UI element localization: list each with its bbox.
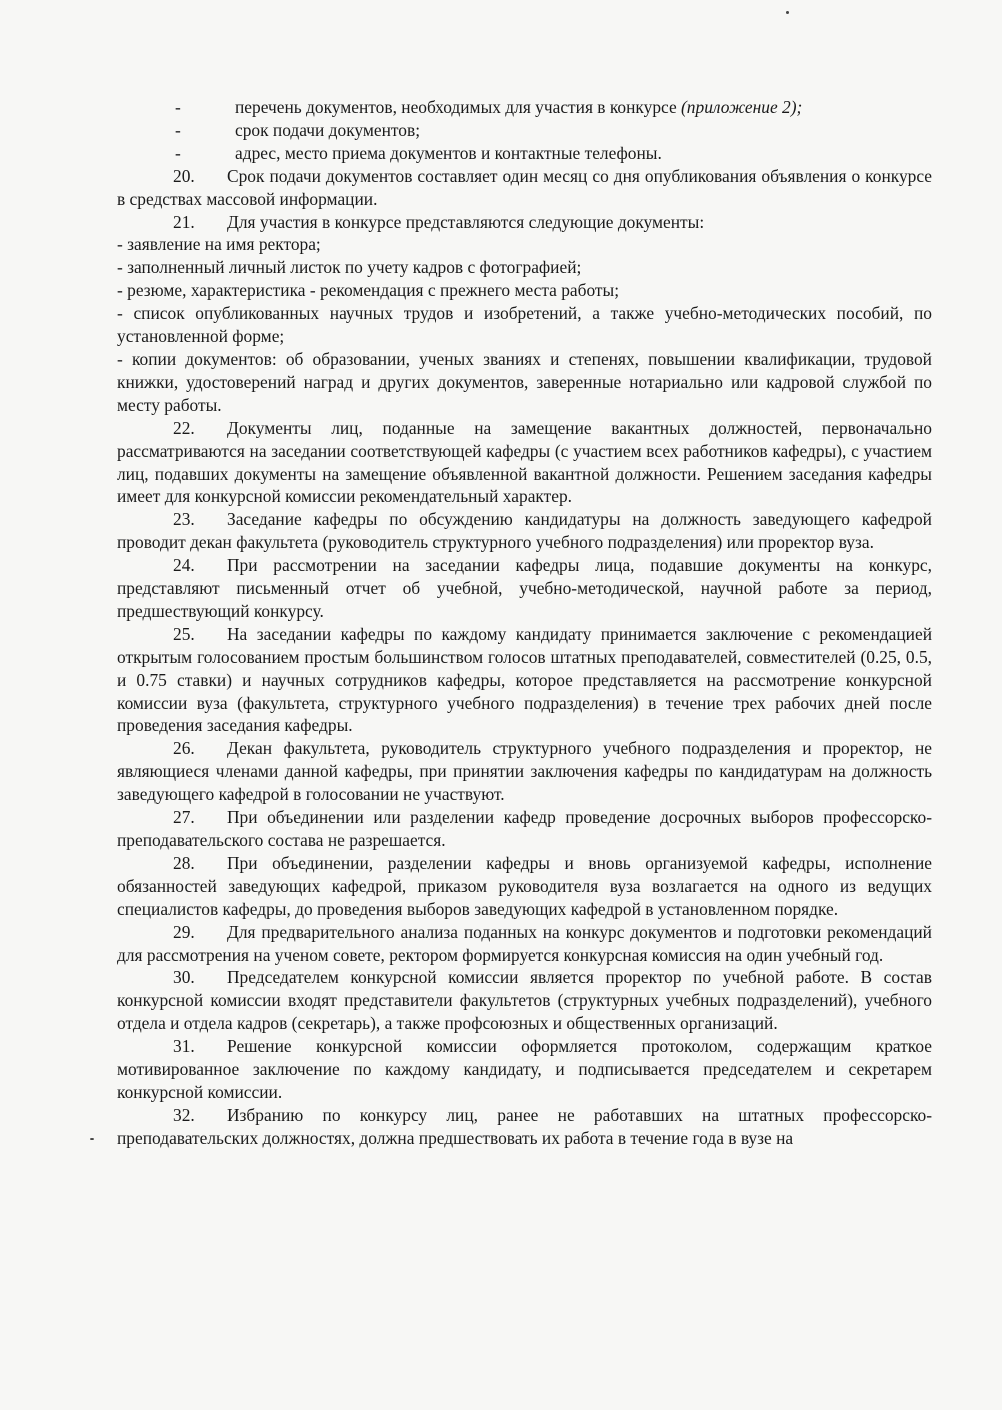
bullet-item: - список опубликованных научных трудов и изобретений, а также учебно-методических пособий, по установленной форме;: [117, 303, 932, 347]
paragraph-29: [117, 921, 932, 967]
list-item-text: адрес, место приема документов и контактные телефоны.: [235, 142, 662, 163]
paragraph-30: [117, 966, 932, 1035]
list-item: [117, 96, 932, 119]
list-item: [117, 119, 932, 142]
paragraph-number: 29.: [173, 921, 195, 942]
paragraph-text: Для предварительного анализа поданных на конкурс документов и подготовки рекомендаций для рассмотрения на ученом совете, ректором формируется конкурсная комиссия на один учебный год.: [117, 921, 932, 965]
paragraph-23: [117, 508, 932, 554]
dash-marker: -: [175, 119, 181, 140]
bullet-item: - копии документов: об образовании, ученых званиях и степенях, повышении квалификации, трудовой книжки, удостоверений наград и других документов, заверенные нотариально или кадровой службой по месту работы.: [117, 348, 932, 415]
paragraph-text: При объединении или разделении кафедр проведение досрочных выборов профессорско-преподавательского состава не разрешается.: [117, 807, 932, 850]
paragraph-number: 30.: [173, 967, 195, 988]
paragraph-22: [117, 417, 932, 509]
paragraph-text: Документы лиц, поданные на замещение вакантных должностей, первоначально рассматриваются на заседании соответствующей кафедры (с участием всех работников кафедры), с участием лиц, подавших документы на замещение объявленной вакантной должности. Решением заседания кафедры имеет для конкурсной комиссии рекомендательный характер.: [117, 417, 932, 507]
paragraph-20: [117, 165, 932, 211]
paragraph-number: 20.: [173, 165, 195, 186]
list-item-main: перечень документов, необходимых для участия в конкурсе: [235, 97, 682, 117]
paragraph-text: Для участия в конкурсе представляются следующие документы:: [227, 211, 705, 232]
paragraph-number: 32.: [173, 1104, 195, 1125]
paragraph-text: При объединении, разделении кафедры и вновь организуемой кафедры, исполнение обязанностей заведующих кафедрой, приказом руководителя вуза возлагается на одного из ведущих специалистов кафедры, до проведения выборов заведующих кафедрой в установленном порядке.: [117, 852, 932, 919]
paragraph-32: [117, 1104, 932, 1150]
scan-speck: [90, 1138, 94, 1140]
paragraph-text: Председателем конкурсной комиссии является проректор по учебной работе. В состав конкурсной комиссии входят представители факультетов (структурных учебных подразделений), учебного отдела и отдела кадров (секретарь), а также профсоюзных и общественных организаций.: [117, 967, 932, 1034]
paragraph-31: [117, 1035, 932, 1104]
paragraph-number: 26.: [173, 738, 195, 759]
paragraph-text: Декан факультета, руководитель структурного учебного подразделения и проректор, не являющиеся членами данной кафедры, при принятии заключения кафедры по кандидатурам на должность заведующего кафедрой в голосовании не участвуют.: [117, 738, 932, 805]
paragraph-text: На заседании кафедры по каждому кандидату принимается заключение с рекомендацией открытым голосованием простым большинством голосов штатных преподавателей, совместителей (0.25, 0.5, и 0.75 ставки) и научных сотрудников кафедры, которое представляется на рассмотрение конкурсной комиссии вуза (факультета, структурного учебного подразделения) в течение трех рабочих дней после проведения заседания кафедры.: [117, 623, 932, 736]
paragraph-number: 23.: [173, 509, 195, 530]
paragraph-24: [117, 554, 932, 623]
paragraph-number: 22.: [173, 417, 195, 438]
dash-marker: -: [175, 97, 181, 117]
paragraph-text: Заседание кафедры по обсуждению кандидатуры на должность заведующего кафедрой проводит декан факультета (руководитель структурного учебного подразделения) или проректор вуза.: [117, 509, 932, 553]
paragraph-text: При рассмотрении на заседании кафедры лица, подавшие документы на конкурс, представляют письменный отчет об учебной, учебно-методической, научной работе за период, предшествующий конкурсу.: [117, 555, 932, 621]
dash-marker: -: [175, 142, 181, 163]
list-item-text: [235, 96, 932, 119]
paragraph-25: [117, 623, 932, 738]
paragraph-21: [117, 211, 932, 234]
paragraph-text: Решение конкурсной комиссии оформляется протоколом, содержащим краткое мотивированное заключение по каждому кандидату, и подписывается председателем и секретарем конкурсной комиссии.: [117, 1036, 932, 1102]
paragraph-number: 25.: [173, 623, 195, 644]
list-item-text: срок подачи документов;: [235, 119, 421, 140]
scan-speck: [786, 11, 789, 14]
paragraph-27: [117, 806, 932, 852]
paragraph-28: [117, 852, 932, 921]
paragraph-number: 28.: [173, 852, 195, 873]
paragraph-number: 27.: [173, 807, 195, 828]
list-item: [117, 142, 932, 165]
paragraph-26: [117, 737, 932, 806]
appendix-reference: (приложение 2);: [681, 97, 803, 117]
paragraph-text: Избранию по конкурсу лиц, ранее не работавших на штатных профессорско-преподавательских должностях, должна предшествовать их работа в течение года в вузе на: [117, 1104, 932, 1148]
paragraph-number: 21.: [173, 211, 195, 232]
paragraph-text: Срок подачи документов составляет один месяц со дня опубликования объявления о конкурсе в средствах массовой информации.: [117, 165, 932, 209]
bullet-item: - заполненный личный листок по учету кадров с фотографией;: [117, 257, 582, 278]
bullet-item: - заявление на имя ректора;: [117, 234, 321, 255]
paragraph-number: 31.: [173, 1036, 195, 1057]
paragraph-number: 24.: [173, 555, 195, 576]
bullet-item: - резюме, характеристика - рекомендация с прежнего места работы;: [117, 280, 620, 301]
